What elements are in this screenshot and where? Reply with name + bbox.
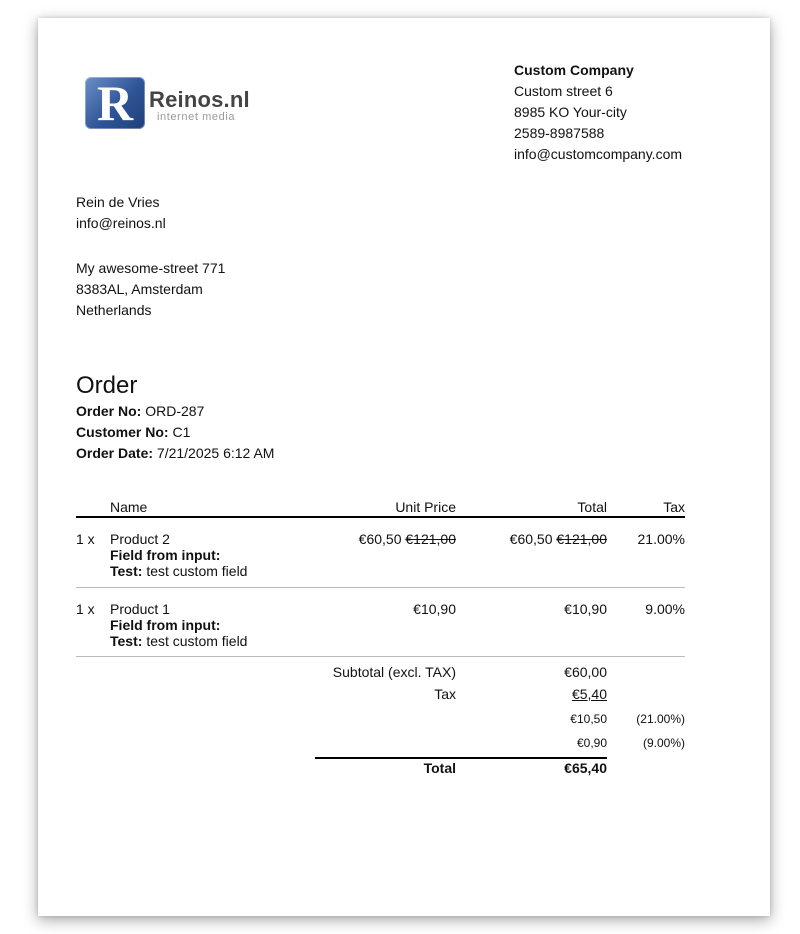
row-tax: 21.00% (637, 531, 685, 547)
header-total: Total (577, 499, 607, 515)
company-info (514, 60, 682, 165)
order-date-label: Order Date: (76, 445, 154, 461)
order-meta (76, 401, 274, 464)
tax-label: Tax (434, 686, 456, 702)
order-number (76, 401, 274, 422)
logo-badge (85, 77, 145, 129)
order-title: Order (76, 372, 138, 399)
header-unit-price: Unit Price (395, 499, 456, 515)
company-city: 8985 KO Your-city (514, 104, 627, 120)
company-name: Custom Company (514, 62, 634, 78)
row-unit-price: €10,90 (413, 601, 456, 617)
customer-info (76, 192, 166, 234)
order-date (76, 443, 274, 464)
customer-number (76, 422, 274, 443)
row-total: €60,50 €121,00 (509, 531, 607, 547)
customer-number-label: Customer No: (76, 424, 169, 440)
total-value: €65,40 (564, 760, 607, 776)
row-qty: 1 x (76, 531, 95, 547)
invoice-page (38, 18, 770, 916)
table-row (76, 518, 685, 588)
company-phone: 2589-8987588 (514, 125, 605, 141)
row-total: €10,90 (564, 601, 607, 617)
customer-address (76, 258, 225, 321)
total-label: Total (423, 760, 456, 776)
customer-name: Rein de Vries (76, 194, 160, 210)
row-custom-field: Test: test custom field (110, 563, 248, 579)
row-field-label: Field from input: (110, 547, 221, 563)
tax-breakdown-rate: (9.00%) (642, 736, 685, 750)
customer-email: info@reinos.nl (76, 215, 166, 231)
totals-section (76, 657, 685, 776)
table-row (76, 588, 685, 657)
header-tax: Tax (663, 499, 685, 515)
company-email: info@customcompany.com (514, 146, 683, 162)
row-total-old: €121,00 (556, 531, 607, 547)
tax-value: €5,40 (571, 686, 607, 702)
tax-breakdown-rate: (21.00%) (636, 712, 685, 726)
total-divider (315, 757, 607, 759)
row-product-name: Product 1 (110, 601, 170, 617)
row-field-label: Field from input: (110, 617, 221, 633)
items-table (76, 497, 685, 776)
logo-tagline: internet media (157, 111, 236, 123)
row-unit-price-old: €121,00 (405, 531, 456, 547)
tax-breakdown-amount: €0,90 (576, 736, 607, 750)
order-number-label: Order No: (76, 403, 142, 419)
customer-number-value: C1 (172, 424, 191, 440)
row-unit-price: €60,50 €121,00 (358, 531, 456, 547)
logo-name: Reinos.nl (149, 87, 250, 112)
row-custom-field: Test: test custom field (110, 633, 248, 649)
address-street: My awesome-street 771 (76, 260, 226, 276)
tax-breakdown-amount: €10,50 (570, 712, 607, 726)
address-country: Netherlands (76, 302, 152, 318)
subtotal-value: €60,00 (564, 664, 607, 680)
company-street: Custom street 6 (514, 83, 613, 99)
address-city: 8383AL, Amsterdam (76, 281, 203, 297)
logo-letter: R (96, 75, 134, 131)
row-tax: 9.00% (645, 601, 685, 617)
row-qty: 1 x (76, 601, 95, 617)
subtotal-label: Subtotal (excl. TAX) (332, 664, 456, 680)
table-header (76, 497, 685, 518)
order-number-value: ORD-287 (145, 403, 205, 419)
order-date-value: 7/21/2025 6:12 AM (156, 445, 275, 461)
header-name: Name (110, 499, 148, 515)
row-product-name: Product 2 (110, 531, 170, 547)
